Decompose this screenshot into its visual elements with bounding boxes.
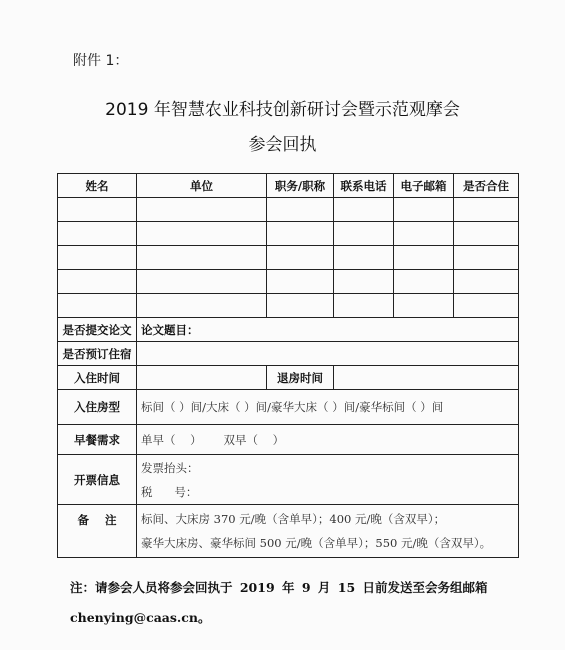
attachment-label: 附件 1： [73, 53, 129, 69]
header-shared-room: 是否合住 [454, 174, 519, 198]
paper-label: 是否提交论文 [58, 318, 137, 342]
participant-position-cell[interactable] [267, 246, 334, 270]
checkin-field[interactable] [137, 366, 267, 390]
breakfast-row [58, 425, 519, 455]
breakfast-field[interactable]: 单早（ ） 双早（ ） [137, 425, 519, 455]
paper-row [58, 318, 519, 342]
participant-name-cell[interactable] [58, 246, 137, 270]
registration-form-table [57, 173, 519, 558]
remark-line: 标间、大床房 370 元/晚（含单早）；400 元/晚（含双早）； [141, 512, 446, 526]
participant-name-cell[interactable] [58, 294, 137, 318]
participant-shared-room-cell[interactable] [454, 246, 519, 270]
roomtype-label: 入住房型 [58, 390, 137, 425]
participant-name-cell[interactable] [58, 270, 137, 294]
invoice-label: 开票信息 [58, 455, 137, 505]
remark-field [137, 505, 519, 558]
participant-phone-cell[interactable] [334, 198, 394, 222]
participant-position-cell[interactable] [267, 222, 334, 246]
header-email: 电子邮箱 [394, 174, 454, 198]
participant-position-cell[interactable] [267, 294, 334, 318]
lodging-field[interactable] [137, 342, 519, 366]
checkin-row [58, 366, 519, 390]
paper-title-field[interactable] [137, 318, 519, 342]
invoice-field[interactable] [137, 455, 519, 505]
participant-email-cell[interactable] [394, 198, 454, 222]
participant-phone-cell[interactable] [334, 294, 394, 318]
participant-phone-cell[interactable] [334, 246, 394, 270]
participant-email-cell[interactable] [394, 246, 454, 270]
participant-position-cell[interactable] [267, 270, 334, 294]
table-header-row [58, 174, 519, 198]
participant-organization-cell[interactable] [137, 222, 267, 246]
document-title: 2019 年智慧农业科技创新研讨会暨示范观摩会 [105, 100, 460, 120]
participant-email-cell[interactable] [394, 294, 454, 318]
participant-shared-room-cell[interactable] [454, 198, 519, 222]
participant-row [58, 222, 519, 246]
header-name: 姓名 [58, 174, 137, 198]
contact-email[interactable]: chenying@caas.cn。 [70, 610, 211, 625]
checkin-label: 入住时间 [58, 366, 137, 390]
invoice-row [58, 455, 519, 505]
participant-row [58, 198, 519, 222]
participant-name-cell[interactable] [58, 198, 137, 222]
header-phone: 联系电话 [334, 174, 394, 198]
participant-organization-cell[interactable] [137, 294, 267, 318]
participant-shared-room-cell[interactable] [454, 270, 519, 294]
document-subtitle: 参会回执 [248, 135, 317, 155]
checkout-field[interactable] [334, 366, 519, 390]
checkout-label: 退房时间 [267, 366, 334, 390]
remark-label: 备 注 [58, 505, 137, 558]
participant-organization-cell[interactable] [137, 246, 267, 270]
submission-note [70, 573, 530, 633]
participant-phone-cell[interactable] [334, 270, 394, 294]
invoice-title-prompt: 发票抬头： [141, 460, 199, 475]
lodging-row [58, 342, 519, 366]
participant-email-cell[interactable] [394, 222, 454, 246]
lodging-label: 是否预订住宿 [58, 342, 137, 366]
participant-name-cell[interactable] [58, 222, 137, 246]
breakfast-label: 早餐需求 [58, 425, 137, 455]
participant-row [58, 294, 519, 318]
participant-email-cell[interactable] [394, 270, 454, 294]
header-organization: 单位 [137, 174, 267, 198]
remark-line: 豪华大床房、豪华标间 500 元/晚（含单早）；550 元/晚（含双早）。 [141, 536, 492, 550]
remark-row [58, 505, 519, 558]
participant-organization-cell[interactable] [137, 270, 267, 294]
participant-organization-cell[interactable] [137, 198, 267, 222]
header-position: 职务/职称 [267, 174, 334, 198]
participant-position-cell[interactable] [267, 198, 334, 222]
participant-row [58, 246, 519, 270]
participant-row [58, 270, 519, 294]
participant-phone-cell[interactable] [334, 222, 394, 246]
roomtype-field[interactable]: 标间（ ）间/大床（ ）间/豪华大床（ ）间/豪华标间（ ）间 [137, 390, 519, 425]
note-line: 注：请参会人员将参会回执于 2019 年 9 月 15 日前发送至会务组邮箱 [70, 580, 488, 595]
invoice-tax-number-prompt: 税 号： [141, 484, 198, 499]
participant-shared-room-cell[interactable] [454, 294, 519, 318]
roomtype-row [58, 390, 519, 425]
participant-shared-room-cell[interactable] [454, 222, 519, 246]
paper-title-prompt: 论文题目： [141, 322, 199, 337]
